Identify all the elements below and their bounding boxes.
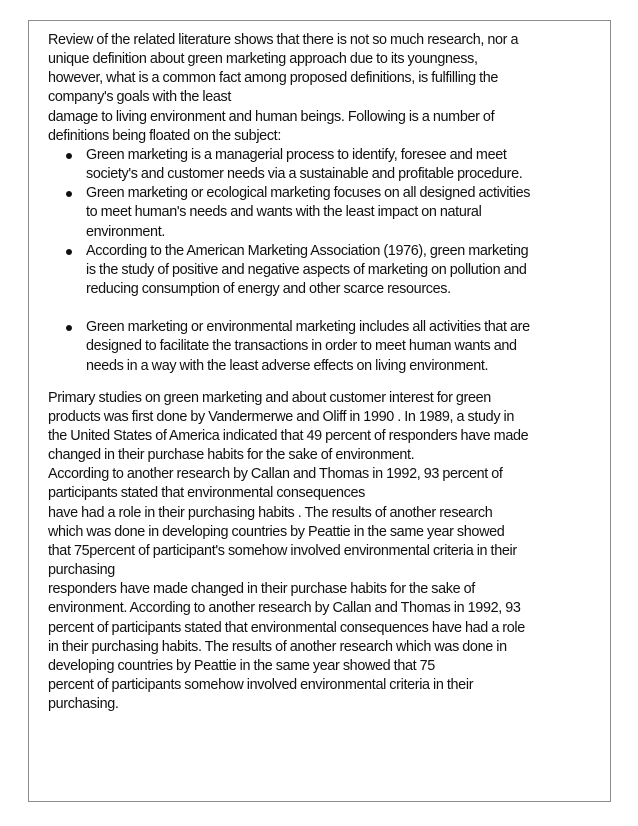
text-line: reducing consumption of energy and other scarce resources. bbox=[86, 281, 451, 298]
text-line: changed in their purchase habits for the sake of environment. bbox=[48, 447, 415, 464]
text-line: have had a role in their purchasing habits . The results of another research bbox=[48, 504, 493, 521]
text-line: According to another research by Callan and Thomas in 1992, 93 percent of bbox=[48, 466, 503, 483]
text-line: the United States of America indicated that 49 percent of responders have made bbox=[48, 427, 529, 444]
text-line: damage to living environment and human beings. Following is a number of bbox=[48, 108, 495, 125]
definitions-list-continued bbox=[48, 318, 568, 375]
definitions-list bbox=[48, 146, 568, 299]
text-line: participants stated that environmental consequences bbox=[48, 485, 365, 502]
text-line: is the study of positive and negative aspects of marketing on pollution and bbox=[86, 261, 527, 278]
text-line: Review of the related literature shows that there is not so much research, nor a bbox=[48, 32, 519, 48]
text-line: According to the American Marketing Association (1976), green marketing bbox=[86, 242, 529, 259]
spacer bbox=[48, 376, 568, 389]
text-line: percent of participants somehow involved environmental criteria in their bbox=[48, 677, 474, 693]
bullet-icon bbox=[66, 191, 72, 197]
intro-paragraph bbox=[48, 31, 568, 146]
document-body bbox=[48, 31, 568, 714]
definition-item bbox=[48, 318, 568, 375]
text-line: society's and customer needs via a sustainable and profitable procedure. bbox=[86, 166, 523, 183]
bullet-icon bbox=[66, 325, 72, 331]
text-line: Green marketing is a managerial process to identify, foresee and meet bbox=[86, 146, 507, 163]
definition-item bbox=[48, 146, 568, 184]
text-line: purchasing. bbox=[48, 696, 119, 713]
text-line: environment. bbox=[86, 223, 165, 240]
text-line: in their purchasing habits. The results of another research which was done in bbox=[48, 638, 507, 655]
definition-item bbox=[48, 242, 568, 299]
text-line: products was first done by Vandermerwe and Oliff in 1990 . In 1989, a study in bbox=[48, 408, 515, 425]
text-line: developing countries by Peattie in the same year showed that 75 bbox=[48, 657, 435, 674]
text-line: to meet human's needs and wants with the least impact on natural bbox=[86, 204, 482, 221]
text-line: however, what is a common fact among proposed definitions, is fulfilling the bbox=[48, 70, 499, 87]
text-line: company's goals with the least bbox=[48, 89, 232, 106]
text-line: percent of participants stated that environmental consequences have had a role bbox=[48, 619, 525, 636]
text-line: needs in a way with the least adverse effects on living environment. bbox=[86, 357, 489, 374]
text-line: designed to facilitate the transactions in order to meet human wants and bbox=[86, 338, 517, 355]
bullet-icon bbox=[66, 153, 72, 159]
text-line: Green marketing or environmental marketing includes all activities that are bbox=[86, 319, 530, 336]
text-line: responders have made changed in their purchase habits for the sake of bbox=[48, 581, 475, 598]
text-line: that 75percent of participant's somehow involved environmental criteria in their bbox=[48, 542, 517, 559]
text-line: Primary studies on green marketing and about customer interest for green bbox=[48, 389, 491, 406]
text-line: purchasing bbox=[48, 562, 115, 579]
text-line: which was done in developing countries by Peattie in the same year showed bbox=[48, 523, 505, 540]
text-line: definitions being floated on the subject: bbox=[48, 127, 281, 144]
text-line: unique definition about green marketing approach due to its youngness, bbox=[48, 51, 478, 68]
definition-item bbox=[48, 184, 568, 241]
spacer bbox=[48, 299, 568, 318]
text-line: Green marketing or ecological marketing focuses on all designed activities bbox=[86, 185, 531, 202]
studies-paragraph bbox=[48, 389, 568, 715]
text-line: environment. According to another research by Callan and Thomas in 1992, 93 bbox=[48, 600, 521, 617]
bullet-icon bbox=[66, 249, 72, 255]
